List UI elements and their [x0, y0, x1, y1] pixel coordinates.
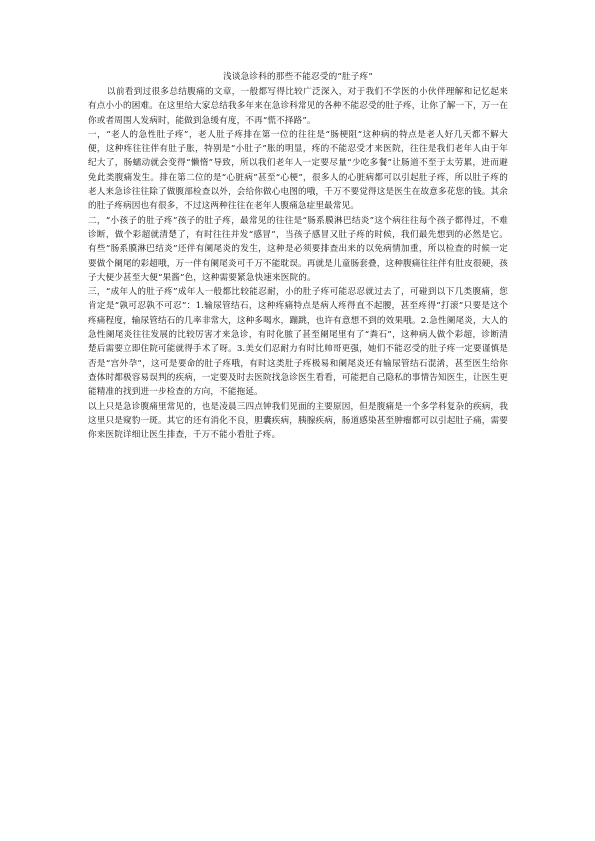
elderly-abdominal-pain-paragraph: 一，“老人的急性肚子疼”，老人肚子疼排在第一位的往往是“肠梗阻”这种病的特点是老人好几天都不解大便，这种疼往往伴有肚子胀，特别是“小肚子”胀的明显，疼的不能忍受才来医院，往往是我们老年人由于年纪大了，肠蠕动就会变得“懒惰”导致，所以我们老年人一定要尽量“少吃多餐”让肠道不至于太劳累，进而避免此类腹痛发生。排在第二位的是“心脏病”甚至“心梗”，很多人的心脏病都可以引起肚子疼，所以肚子疼的老人来急诊往往除了做腹部检查以外，会给你做心电图的哦，千万不要觉得这是医生在故意多花您的钱。其余的肚子疼病因也有很多，不过这两种往往在老年人腹痛急症里最常见。 — [88, 129, 508, 212]
adult-abdominal-pain-paragraph: 三，“成年人的肚子疼”成年人一般都比较能忍耐，小的肚子疼可能忍忍就过去了，可碰到以下几类腹痛，您肯定是“孰可忍孰不可忍”：1.输尿管结石，这种疼痛特点是病人疼得直不起腰，甚至疼得“打滚”只要是这个疼痛程度，输尿管结石的几率非常大，这种多喝水，蹦跳，也许有意想不到的效果哦。2.急性阑尾炎，大人的急性阑尾炎往往发展的比较厉害才来急诊，有时化脓了甚至阑尾里有了“粪石”，这种病人做个彩超，诊断清楚后需要立即住院可能就得手术了呀。3.美女们忍耐力有时比帅哥更强，她们不能忍受的肚子疼一定要谨慎是否是“宫外孕”，这可是要命的肚子疼哦，有时这类肚子疼极易和阑尾炎还有输尿管结石混淆，甚至医生给你查体时都极容易误判的疾病，一定要及时去医院找急诊医生看看，可能把自己隐私的事情告知医生，让医生更能精准的找到进一步检查的方向，不能拖延。 — [88, 287, 508, 398]
document-page — [88, 70, 508, 442]
document-title: 浅谈急诊科的那些不能忍受的“肚子疼” — [223, 72, 373, 82]
child-abdominal-pain-paragraph: 二，“小孩子的肚子疼”孩子的肚子疼，最常见的往往是“肠系膜淋巴结炎”这个病往往每个孩子都得过，不难诊断，做个彩超就清楚了，有时往往并发“感冒”，当孩子感冒又肚子疼的时候，我们最先想到的必然是它。有些“肠系膜淋巴结炎”还伴有阑尾炎的发生，这种是必须要排查出来的以免病情加重，所以检查的时候一定要做个阑尾的彩超哦，万一伴有阑尾炎可千万不能耽误。再就是儿童肠套叠，这种腹痛往往伴有肚皮很硬，孩子大便少甚至大便“果酱”色，这种需要紧急快速来医院的。 — [88, 215, 508, 283]
intro-paragraph: 以前看到过很多总结腹痛的文章，一般都写得比较广泛深入，对于我们不学医的小伙伴理解和记忆起来有点小小的困难。在这里给大家总结我多年来在急诊科常见的各种不能忍受的肚子疼，让你了解一下，万一在你或者周围人发病时，能做到急缓有度，不再“慌不择路”。 — [88, 87, 508, 126]
conclusion-paragraph: 以上只是急诊腹痛里常见的，也是凌晨三四点钟我们见面的主要原因，但是腹痛是一个多学科复杂的疾病，我这里只是窥豹一斑。其它的还有消化不良，胆囊疾病，胰腺疾病，肠道感染甚至肿瘤都可以引起肚子痛，需要你来医院详细让医生排查，千万不能小看肚子疼。 — [88, 401, 508, 441]
